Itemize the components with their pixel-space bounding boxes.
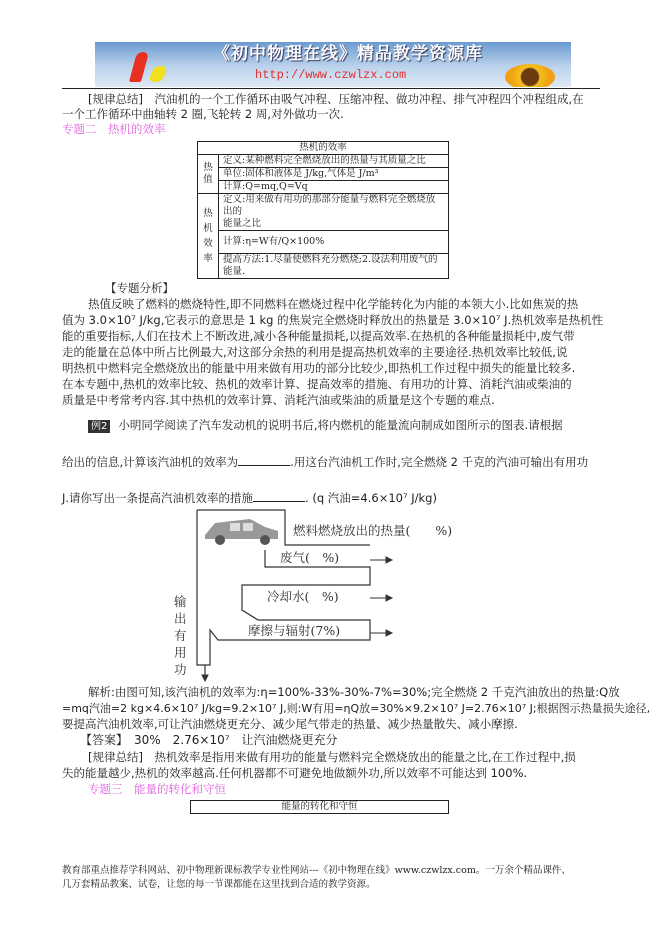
banner-url[interactable]: http://www.czwlzx.com [255, 68, 407, 82]
example-text: J.请你写出一条提高汽油机效率的措施 [62, 491, 254, 505]
logo-icon [129, 52, 149, 82]
analysis-line: 热值反映了燃料的燃烧特性,即不同燃料在燃烧过程中化学能转化为内能的本领大小.比如焦炭的热 [88, 297, 579, 311]
analysis-line: 能的重要指标,人们在技术上不断改进,减小各种能量损耗,以提高效率.在热机的各种能量损耗中,废气带 [62, 329, 575, 343]
solution-line: =mq汽油=2 kg×4.6×10⁷ J/kg=9.2×10⁷ J,则:W有用=ηQ放=30%×9.2×10⁷ J=2.76×10⁷ J;根据图示热量损失途径, [62, 702, 651, 715]
footer-line1: 教育部重点推荐学科网站、初中物理新课标教学专业性网站---《初中物理在线》www.czwlzx.com。一万余个精品课件、 [62, 865, 571, 876]
heat-value-label: 热值 [198, 155, 219, 194]
topic3-heading: 专题三 能量的转化和守恒 [88, 782, 226, 796]
topic2-heading: 专题二 热机的效率 [62, 122, 166, 136]
analysis-line: 在本专题中,热机的效率比较、热机的效率计算、提高效率的措施、有用功的计算、消耗汽油或柴油的 [62, 377, 572, 391]
energy-conservation-table [190, 800, 449, 814]
example-text: 给出的信息,计算该汽油机的效率为 [62, 455, 239, 469]
table-title: 能量的转化和守恒 [191, 801, 449, 814]
analysis-line: 走的能量在总体中所占比例最大,对这部分余热的利用是提高热机效率的主要途径.热机效率比较低,说 [62, 345, 568, 359]
efficiency-label: 热机效率 [198, 194, 219, 279]
page-footer [62, 864, 571, 892]
table-title: 热机的效率 [198, 142, 449, 155]
efficiency-definition [219, 194, 449, 231]
exhaust-label: 废气( %) [280, 550, 340, 565]
energy-flow-diagram [160, 505, 490, 685]
analysis-line: 值为 3.0×10⁷ J/kg,它表示的意思是 1 kg 的焦炭完全燃烧时释放出的热量是 3.0×10⁷ J.热机效率是热机性 [62, 313, 604, 327]
sunflower-icon [505, 64, 555, 87]
cooling-water-label: 冷却水( %) [267, 589, 339, 604]
solution-line: 解析:由图可知,该汽油机的效率为:η=100%-33%-30%-7%=30%;完全燃烧 2 千克汽油放出的热量:Q放 [88, 685, 620, 699]
fuel-heat-label: 燃料燃烧放出的热量( %) [293, 523, 453, 538]
example-text: . (q 汽油=4.6×10⁷ J/kg) [305, 491, 437, 505]
answer-line: 【答案】 30% 2.76×10⁷ 让汽油燃烧更充分 [80, 733, 338, 747]
analysis-line: 质量是中考常考内容.其中热机的效率计算、消耗汽油或柴油的质量是这个专题的难点. [62, 393, 495, 407]
analysis-heading: 【专题分析】 [105, 281, 174, 295]
summary2-line2: 失的能量越少,热机的效率越高.任何机器都不可避免地做额外功,所以效率不可能达到 100%. [62, 766, 528, 780]
header-rule [62, 88, 600, 89]
banner-title: 《初中物理在线》精品教学资源库 [213, 44, 483, 64]
example-badge: 例2 [88, 420, 110, 433]
site-banner[interactable] [95, 42, 571, 87]
heat-unit: 单位:固体和液体是 J/kg,气体是 J/m³ [219, 168, 449, 181]
answer-blank[interactable] [238, 455, 290, 466]
friction-radiation-label: 摩擦与辐射(7%) [248, 623, 341, 638]
eff-def-line1: 定义:用来做有用功的那部分能量与燃料完全燃烧放出的 [223, 194, 436, 217]
logo-icon-secondary [148, 66, 168, 82]
eff-def-line2: 能量之比 [223, 218, 262, 229]
solution-line: 要提高汽油机效率,可让汽油燃烧更充分、减少尾气带走的热量、减少热量散失、减小摩擦. [62, 717, 518, 731]
heat-definition: 定义:某种燃料完全燃烧放出的热量与其质量之比 [219, 155, 449, 168]
heat-engine-efficiency-table [197, 141, 449, 279]
footer-line2: 几万套精品教案、试卷，让您的每一节课都能在这里找到合适的教学资源。 [62, 879, 376, 890]
example-line2 [62, 455, 588, 470]
summary2-line1: [规律总结] 热机效率是指用来做有用功的能量与燃料完全燃烧放出的能量之比,在工作过程中,损 [88, 750, 576, 764]
example-line1 [88, 418, 563, 433]
heat-calc: 计算:Q=mq,Q=Vq [219, 181, 449, 194]
efficiency-calc: 计算:η=W有/Q×100% [219, 231, 449, 254]
example-line3 [62, 491, 437, 506]
summary1-line1: [规律总结] 汽油机的一个工作循环由吸气冲程、压缩冲程、做功冲程、排气冲程四个冲程组成,在 [88, 92, 584, 106]
example-text: 小明同学阅读了汽车发动机的说明书后,将内燃机的能量流向制成如图所示的图表.请根据 [118, 418, 563, 432]
answer-blank[interactable] [253, 491, 305, 502]
example-text: .用这台汽油机工作时,完全燃烧 2 千克的汽油可输出有用功 [290, 455, 589, 469]
analysis-line: 明热机中燃料完全燃烧放出的能量中用来做有用功的部分比较少,即热机工作过程中损失的能量比较多. [62, 361, 576, 375]
car-icon [205, 519, 278, 545]
summary1-line2: 一个工作循环中曲轴转 2 圈,飞轮转 2 周,对外做功一次. [62, 107, 344, 121]
efficiency-improve: 提高方法:1.尽量使燃料充分燃烧;2.设法利用废气的能量. [219, 254, 449, 279]
useful-work-label: 输出有用功 [174, 594, 187, 677]
